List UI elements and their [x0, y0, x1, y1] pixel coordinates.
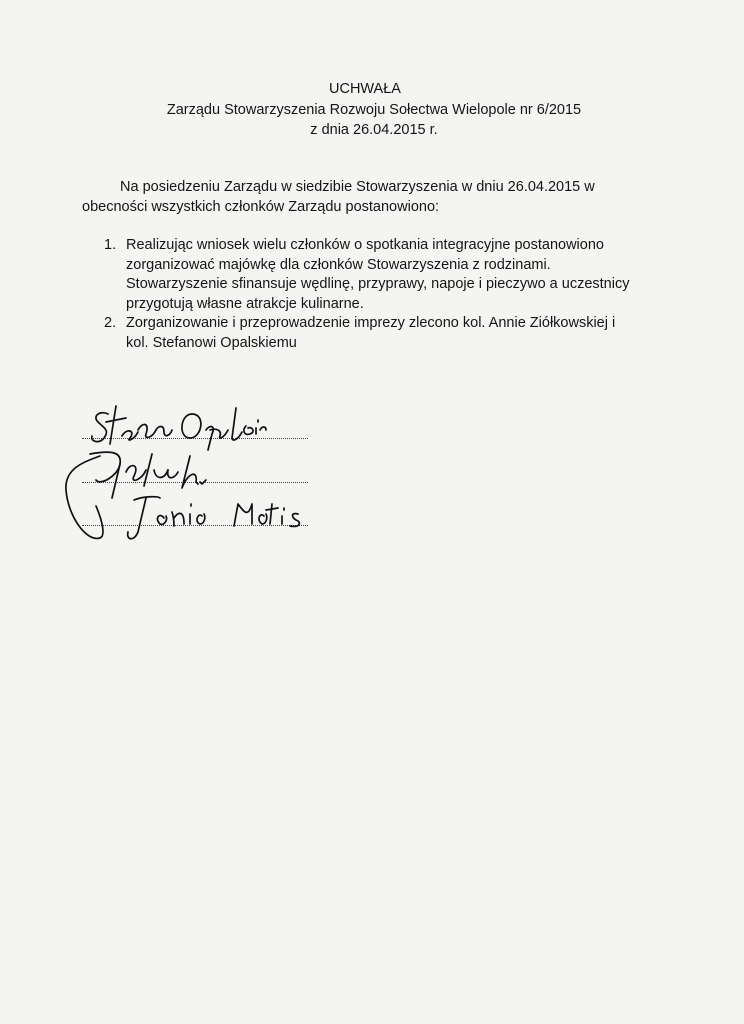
document-date: z dnia 26.04.2015 r.	[310, 122, 438, 138]
resolution-item	[104, 314, 644, 353]
resolution-item	[104, 236, 644, 314]
handwritten-signatures	[60, 400, 330, 560]
signature-2	[66, 452, 206, 538]
signature-block	[60, 400, 330, 560]
document-title: UCHWAŁA	[329, 81, 401, 97]
item-line: Zorganizowanie i przeprowadzenie imprezy zlecono kol. Annie Ziółkowskiej i	[126, 315, 616, 331]
item-line: przygotują własne atrakcje kulinarne.	[126, 295, 364, 312]
item-line: zorganizować majówkę dla członków Stowarzyszenia z rodzinami.	[126, 256, 551, 273]
item-line: Realizując wniosek wielu członków o spotkania integracyjne postanowiono	[126, 237, 604, 253]
intro-line: obecności wszystkich członków Zarządu postanowiono:	[82, 199, 440, 215]
item-line: Stowarzyszenie sfinansuje wędlinę, przyprawy, napoje i pieczywo a uczestnicy	[126, 276, 630, 292]
item-line: kol. Stefanowi Opalskiemu	[126, 334, 297, 351]
item-number: 1.	[104, 237, 117, 253]
item-number: 2.	[104, 315, 117, 331]
intro-paragraph	[82, 177, 622, 217]
resolution-list	[104, 236, 644, 353]
intro-line: Na posiedzeniu Zarządu w siedzibie Stowarzyszenia w dniu 26.04.2015 w	[120, 179, 595, 195]
signature-1	[92, 406, 266, 450]
signature-3	[128, 497, 300, 539]
document-subtitle: Zarządu Stowarzyszenia Rozwoju Sołectwa Wielopole nr 6/2015	[166, 102, 582, 118]
